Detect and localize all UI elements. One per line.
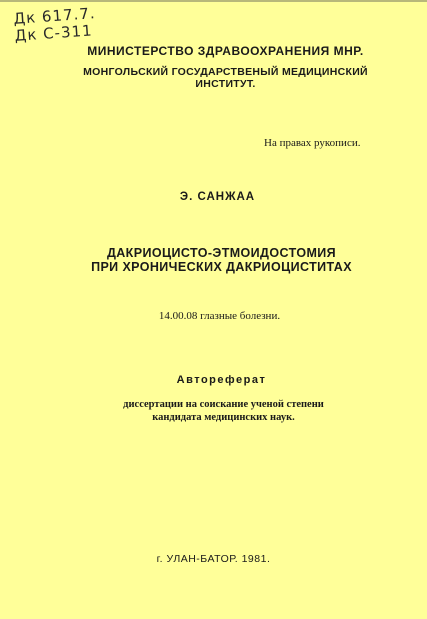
institute-heading <box>12 66 427 90</box>
title-line-2: ПРИ ХРОНИЧЕСКИХ ДАКРИОЦИСТИТАХ <box>91 260 352 274</box>
degree-line-2: кандидата медицинских наук. <box>152 411 295 423</box>
place-and-year: г. УЛАН-БАТОР. 1981. <box>156 553 271 565</box>
title-line-1: ДАКРИОЦИСТО-ЭТМОИДОСТОМИЯ <box>106 246 337 260</box>
abstract-label: Автореферат <box>176 374 267 386</box>
library-call-number <box>13 5 97 45</box>
degree-line-1: диссертации на соискание ученой степени <box>123 399 324 410</box>
institute-line-1: МОНГОЛЬСКИЙ ГОСУДАРСТВЕНЫЙ МЕДИЦИНСКИЙ <box>83 66 368 78</box>
specialty-code: 14.00.08 глазные болезни. <box>158 310 281 322</box>
dissertation-title <box>8 246 427 274</box>
call-number-line-1: Дк 617.7. <box>12 4 97 28</box>
author-name: Э. САНЖАА <box>179 191 256 203</box>
ministry-heading: МИНИСТЕРСТВО ЗДРАВООХРАНЕНИЯ МНР. <box>87 44 364 58</box>
degree-statement <box>10 399 427 424</box>
call-number-line-2: Дк С-311 <box>14 21 94 45</box>
institute-line-2: ИНСТИТУТ. <box>195 78 256 90</box>
manuscript-rights-note: На правах рукописи. <box>264 137 361 149</box>
